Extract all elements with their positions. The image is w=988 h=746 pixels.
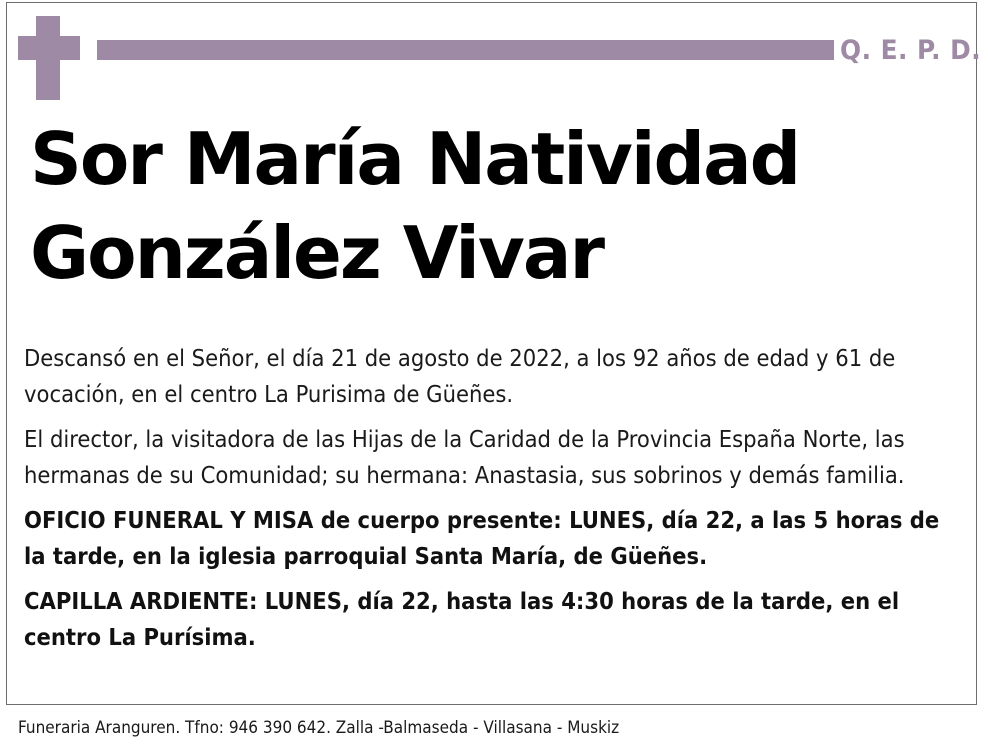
funeral-service-info: OFICIO FUNERAL Y MISA de cuerpo presente: LUNES, día 22, a las 5 horas de la tarde, en la iglesia parroquial Santa María, de Güeñes. (24, 506, 940, 570)
deceased-name-line-2: González Vivar (30, 211, 603, 295)
qepd-label: Q. E. P. D. (840, 35, 982, 66)
header-rule (97, 40, 834, 60)
deceased-name-line-1: Sor María Natividad (30, 117, 800, 201)
deceased-name (30, 112, 960, 300)
funeral-home-footer: Funeraria Aranguren. Tfno: 946 390 642. Zalla -Balmaseda - Villasana - Muskiz (18, 718, 620, 738)
mourners-list: El director, la visitadora de las Hijas de la Caridad de la Provincia España Norte, las hermanas de su Comunidad; su hermana: Anastasia, sus sobrinos y demás familia. (24, 425, 905, 489)
death-announcement: Descansó en el Señor, el día 21 de agosto de 2022, a los 92 años de edad y 61 de vocación, en el centro La Purisima de Güeñes. (24, 344, 896, 408)
wake-info: CAPILLA ARDIENTE: LUNES, día 22, hasta las 4:30 horas de la tarde, en el centro La Purísima. (24, 587, 900, 651)
cross-icon-bar (18, 36, 80, 60)
notice-body (24, 340, 964, 664)
